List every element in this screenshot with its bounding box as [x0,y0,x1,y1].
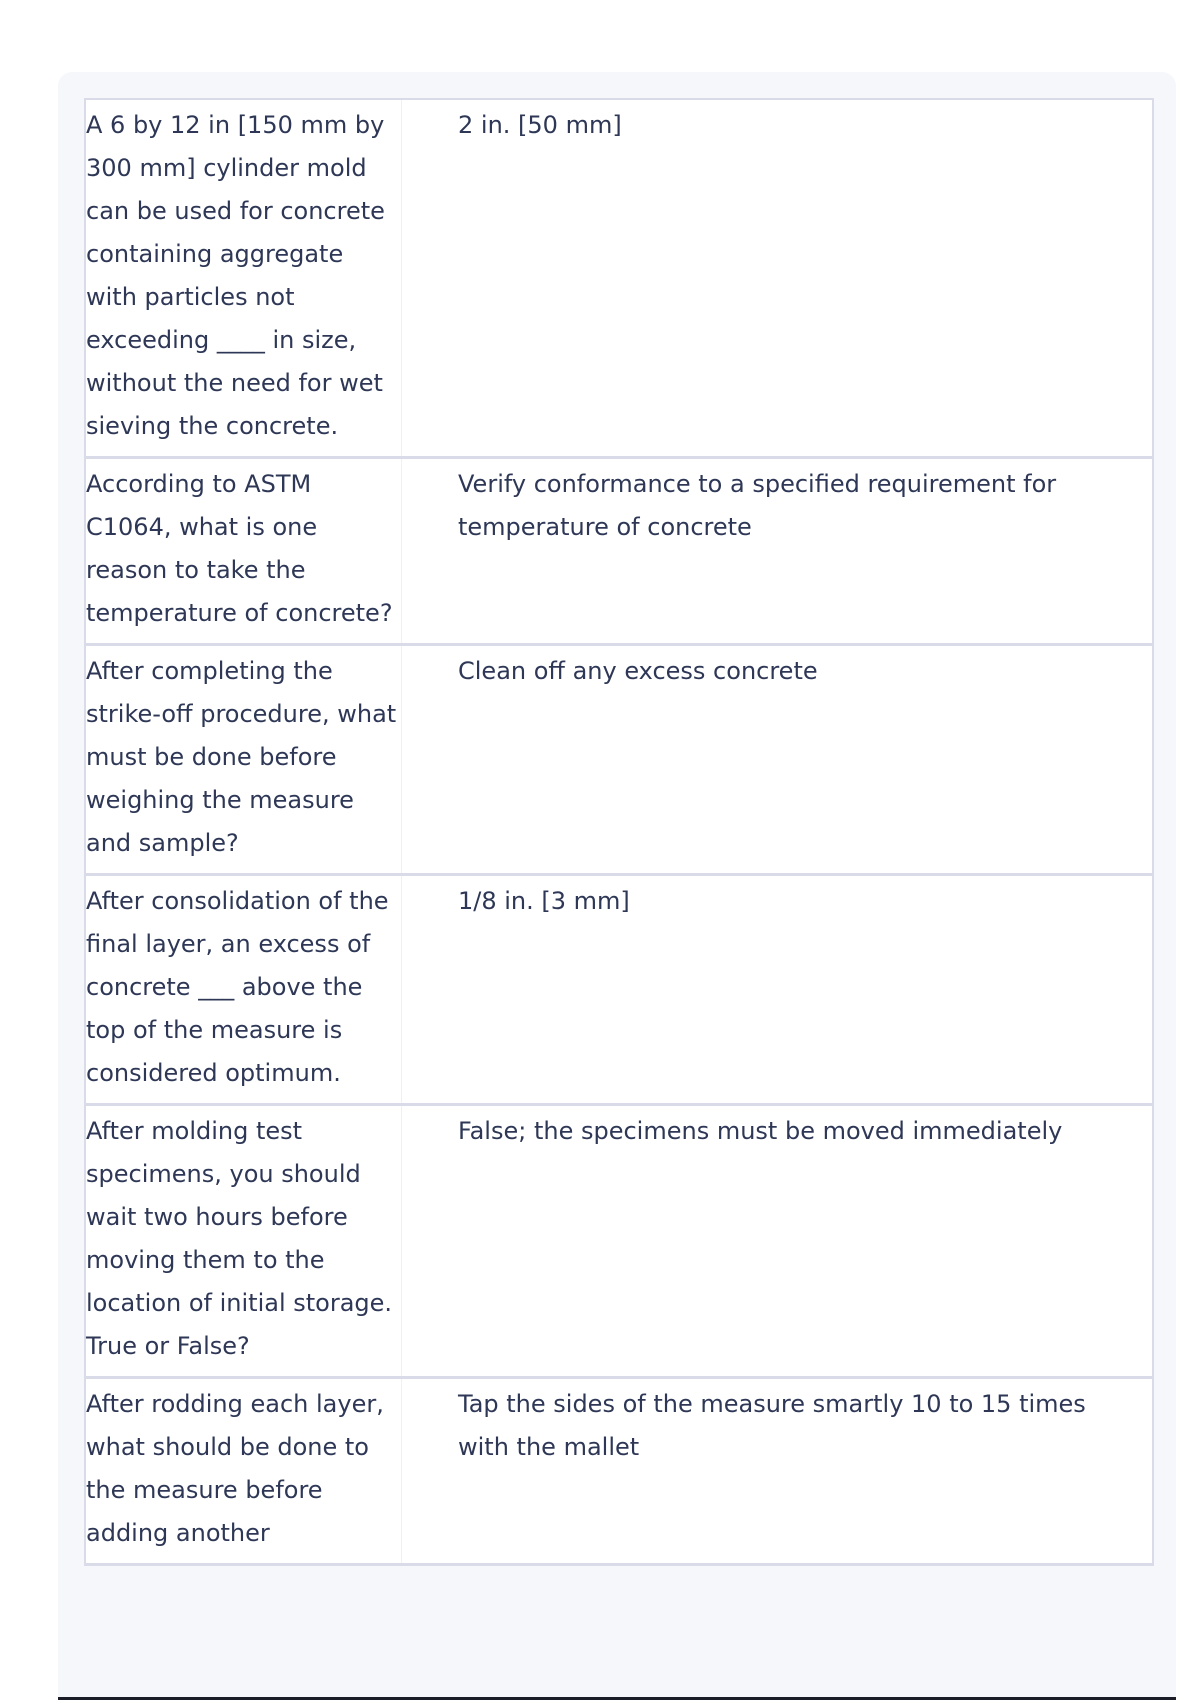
card-row[interactable] [86,876,1152,1106]
card-row[interactable] [86,646,1152,876]
term-text: After molding test specimens, you should wait two hours before moving them to the location of initial storage. True or False? [86,1106,402,1376]
definition-text: 1/8 in. [3 mm] [458,887,630,915]
definition-text: False; the specimens must be moved immediately [458,1117,1063,1145]
term-text: After rodding each layer, what should be done to the measure before adding another [86,1379,402,1563]
definition-text: Clean off any excess concrete [458,657,818,685]
term-text: A 6 by 12 in [150 mm by 300 mm] cylinder mold can be used for concrete containing aggregate with particles not exceeding ____ in size, without the need for wet sieving the concrete. [86,100,402,456]
card-row[interactable] [86,1379,1152,1566]
card-row[interactable] [86,100,1152,459]
card-row[interactable] [86,1106,1152,1379]
definition-text: Verify conformance to a specified requirement for temperature of concrete [458,470,1057,541]
term-definition-table [84,98,1154,1566]
definition-text: Tap the sides of the measure smartly 10 to 15 times with the mallet [458,1390,1086,1461]
term-text: After consolidation of the final layer, an excess of concrete ___ above the top of the measure is considered optimum. [86,876,402,1103]
flashcard-page [58,72,1176,1700]
card-row[interactable] [86,459,1152,646]
definition-text: 2 in. [50 mm] [458,111,622,139]
term-text: After completing the strike-off procedure, what must be done before weighing the measure and sample? [86,646,402,873]
term-text: According to ASTM C1064, what is one reason to take the temperature of concrete? [86,459,402,643]
